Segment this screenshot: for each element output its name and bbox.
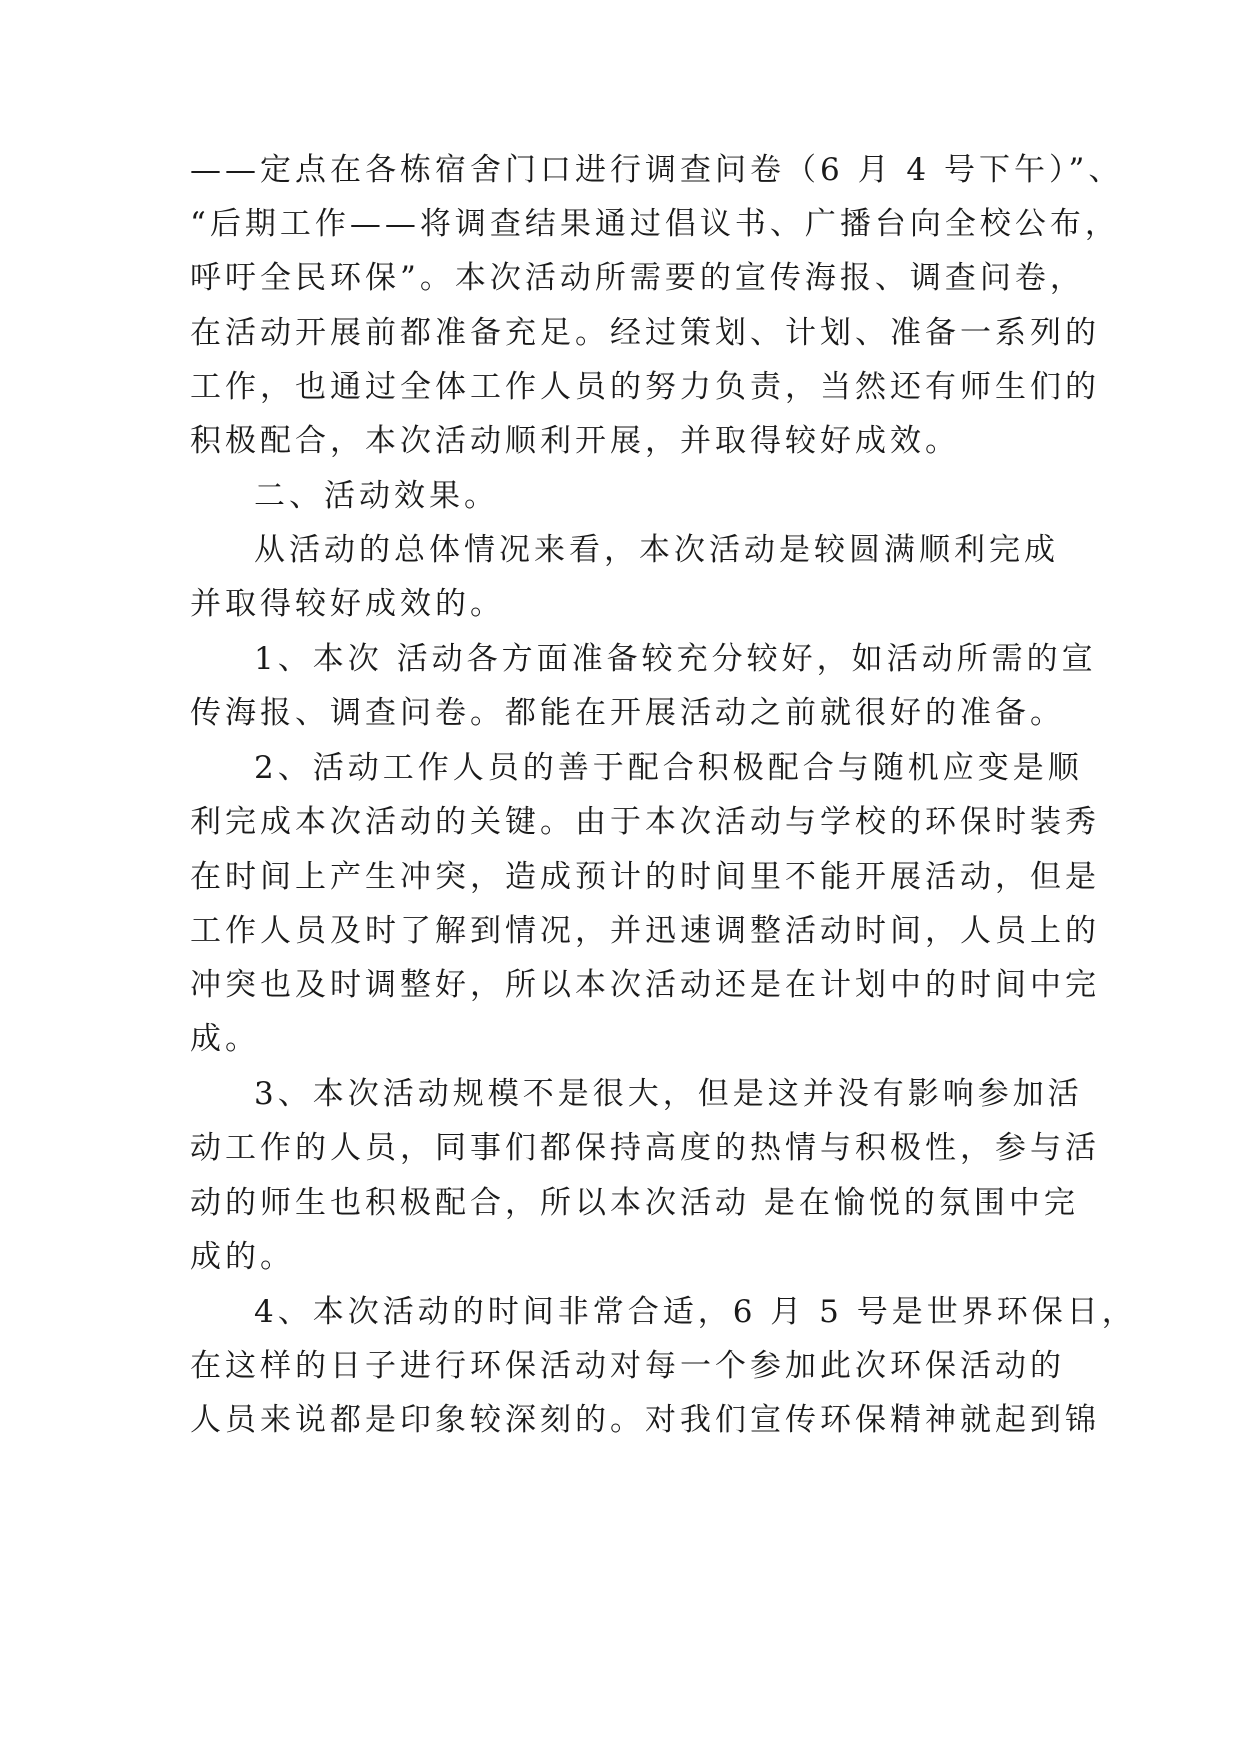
text-line: 4、本次活动的时间非常合适，6 月 5 号是世界环保日， — [254, 1294, 1137, 1330]
text-line: 动工作的人员，同事们都保持高度的热情与积极性，参与活 — [190, 1130, 1100, 1166]
text-line: 利完成本次活动的关键。由于本次活动与学校的环保时装秀 — [190, 804, 1100, 840]
text-line: 冲突也及时调整好，所以本次活动还是在计划中的时间中完 — [190, 967, 1100, 1003]
text-line: 并取得较好成效的。 — [190, 586, 505, 622]
text-line: 在时间上产生冲突，造成预计的时间里不能开展活动，但是 — [190, 859, 1100, 895]
text-line: 传海报、调查问卷。都能在开展活动之前就很好的准备。 — [190, 695, 1065, 731]
text-line: 工作，也通过全体工作人员的努力负责，当然还有师生们的 — [190, 369, 1100, 405]
text-line: 1、本次 活动各方面准备较充分较好，如活动所需的宣 — [254, 641, 1097, 677]
text-line: 人员来说都是印象较深刻的。对我们宣传环保精神就起到锦 — [190, 1402, 1100, 1438]
text-line: 积极配合，本次活动顺利开展，并取得较好成效。 — [190, 423, 960, 459]
text-line: 在活动开展前都准备充足。经过策划、计划、准备一系列的 — [190, 315, 1100, 351]
text-line: 成。 — [190, 1021, 260, 1057]
section-heading: 二、活动效果。 — [254, 478, 499, 514]
text-line: “后期工作——将调查结果通过倡议书、广播台向全校公布， — [190, 206, 1120, 242]
text-line: 动的师生也积极配合，所以本次活动 是在愉悦的氛围中完 — [190, 1185, 1079, 1221]
text-line: ——定点在各栋宿舍门口进行调查问卷（6 月 4 号下午）”、 — [190, 152, 1124, 188]
text-line: 呼吁全民环保”。本次活动所需要的宣传海报、调查问卷， — [190, 260, 1085, 296]
text-line: 3、本次活动规模不是很大，但是这并没有影响参加活 — [254, 1076, 1083, 1112]
text-line: 从活动的总体情况来看，本次活动是较圆满顺利完成 — [254, 532, 1059, 568]
text-line: 2、活动工作人员的善于配合积极配合与随机应变是顺 — [254, 750, 1083, 786]
text-line: 成的。 — [190, 1239, 295, 1275]
text-line: 在这样的日子进行环保活动对每一个参加此次环保活动的 — [190, 1348, 1065, 1384]
text-line: 工作人员及时了解到情况，并迅速调整活动时间，人员上的 — [190, 913, 1100, 949]
